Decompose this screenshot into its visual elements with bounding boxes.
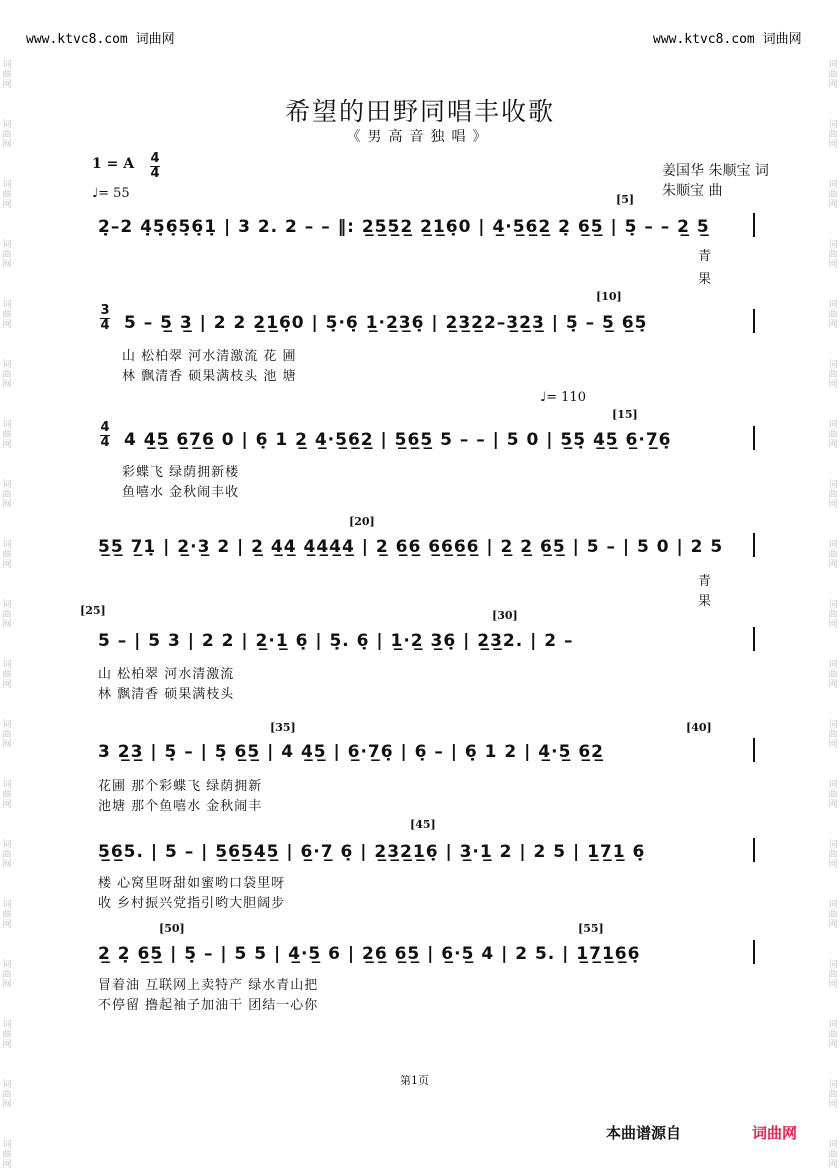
watermark-char: 网 bbox=[2, 380, 12, 390]
watermark-char: 曲 bbox=[828, 250, 838, 260]
lyrics-row-3b: 鱼嘻水 金秋闹丰收 bbox=[122, 485, 240, 500]
watermark-char: 词 bbox=[2, 720, 12, 730]
watermark-char: 曲 bbox=[2, 370, 12, 380]
watermark-char: 词 bbox=[2, 1080, 12, 1090]
watermark-char: 词 bbox=[828, 660, 838, 670]
time-signature-change: 4 4 bbox=[100, 420, 110, 450]
watermark-char: 词 bbox=[2, 540, 12, 550]
watermark-char: 曲 bbox=[2, 730, 12, 740]
notation-row-6: 3 2̲3̲ | 5̣ – | 5̣ 6̲5̲ | 4 4̲5̲ | 6̲·7̲6̣ | 6̣ – | 6̣ 1 2 | 4̲·5̲ 6̲2̲ bbox=[98, 742, 604, 762]
watermark-char: 词 bbox=[828, 420, 838, 430]
watermark-char: 曲 bbox=[828, 730, 838, 740]
watermark-char: 词 bbox=[2, 360, 12, 370]
side-watermark-right bbox=[826, 0, 840, 1169]
measure-marker: [5] bbox=[616, 193, 635, 206]
watermark-char: 网 bbox=[828, 380, 838, 390]
measure-marker: [40] bbox=[686, 721, 712, 734]
watermark-char: 网 bbox=[2, 320, 12, 330]
watermark-char: 词 bbox=[2, 900, 12, 910]
watermark-char: 曲 bbox=[828, 430, 838, 440]
watermark-char: 词 bbox=[828, 300, 838, 310]
lyricist: 姜国华 朱顺宝 词 bbox=[662, 163, 769, 179]
watermark-char: 网 bbox=[828, 740, 838, 750]
watermark-char: 曲 bbox=[828, 910, 838, 920]
watermark-char: 网 bbox=[2, 920, 12, 930]
watermark-char: 曲 bbox=[2, 70, 12, 80]
watermark-char: 曲 bbox=[2, 310, 12, 320]
watermark-char: 曲 bbox=[2, 670, 12, 680]
note-icon: ♩ bbox=[540, 390, 547, 405]
measure-marker: [35] bbox=[270, 721, 296, 734]
watermark-char: 曲 bbox=[2, 190, 12, 200]
watermark-char: 曲 bbox=[828, 70, 838, 80]
watermark-char: 词 bbox=[828, 120, 838, 130]
watermark-char: 网 bbox=[828, 860, 838, 870]
watermark-char: 词 bbox=[828, 240, 838, 250]
watermark-char: 网 bbox=[2, 740, 12, 750]
watermark-char: 词 bbox=[828, 480, 838, 490]
watermark-char: 曲 bbox=[828, 370, 838, 380]
watermark-char: 词 bbox=[828, 1140, 838, 1150]
tempo-marking-2: ♩= 110 bbox=[540, 390, 586, 405]
watermark-char: 网 bbox=[828, 80, 838, 90]
watermark-char: 网 bbox=[2, 620, 12, 630]
notation-row-3: 4 4̲5̲ 6̲7̲6̲ 0 | 6̣ 1 2̲ 4̲·5̲6̲2̲ | 5̲6̲5̲ 5 – – | 5 0 | 5̲5̣ 4̲5̲ 6̲·7̲6̣ bbox=[124, 430, 672, 450]
lyrics-row-4a: 青 bbox=[698, 574, 713, 589]
watermark-char: 词 bbox=[828, 780, 838, 790]
bar-line bbox=[753, 533, 755, 557]
bar-line bbox=[753, 838, 755, 862]
watermark-char: 词 bbox=[828, 180, 838, 190]
measure-marker: [25] bbox=[80, 604, 106, 617]
bar-line bbox=[753, 627, 755, 651]
watermark-char: 曲 bbox=[828, 310, 838, 320]
watermark-char: 网 bbox=[828, 800, 838, 810]
watermark-char: 词 bbox=[2, 240, 12, 250]
watermark-char: 网 bbox=[2, 1040, 12, 1050]
lyrics-row-6a: 花圃 那个彩蝶飞 绿荫拥新 bbox=[98, 779, 263, 794]
watermark-char: 网 bbox=[828, 560, 838, 570]
lyrics-row-1a: 青 bbox=[698, 249, 713, 264]
watermark-char: 词 bbox=[828, 600, 838, 610]
watermark-char: 网 bbox=[828, 260, 838, 270]
watermark-char: 网 bbox=[2, 980, 12, 990]
song-title: 希望的田野同唱丰收歌 bbox=[284, 97, 555, 126]
watermark-char: 曲 bbox=[2, 430, 12, 440]
watermark-char: 网 bbox=[828, 1160, 838, 1169]
lyrics-row-7a: 楼 心窝里呀甜如蜜哟口袋里呀 bbox=[98, 876, 286, 891]
watermark-char: 曲 bbox=[2, 1090, 12, 1100]
watermark-char: 网 bbox=[828, 500, 838, 510]
source-label: 本曲谱源自 bbox=[606, 1124, 682, 1142]
measure-marker: [15] bbox=[612, 408, 638, 421]
lyrics-row-6b: 池塘 那个鱼嘻水 金秋闹丰 bbox=[98, 799, 263, 814]
watermark-char: 曲 bbox=[828, 610, 838, 620]
watermark-char: 词 bbox=[2, 180, 12, 190]
watermark-char: 网 bbox=[2, 1100, 12, 1110]
watermark-char: 曲 bbox=[2, 970, 12, 980]
watermark-char: 曲 bbox=[2, 610, 12, 620]
watermark-char: 网 bbox=[828, 620, 838, 630]
brand-logo: 词曲网 bbox=[752, 1124, 798, 1142]
watermark-char: 曲 bbox=[2, 250, 12, 260]
watermark-char: 曲 bbox=[828, 1030, 838, 1040]
watermark-char: 词 bbox=[2, 960, 12, 970]
header-site-right: www.ktvc8.com 词曲网 bbox=[653, 32, 802, 47]
bar-line bbox=[753, 738, 755, 762]
watermark-char: 词 bbox=[2, 840, 12, 850]
watermark-char: 网 bbox=[828, 1100, 838, 1110]
watermark-char: 曲 bbox=[828, 970, 838, 980]
watermark-char: 曲 bbox=[2, 1150, 12, 1160]
lyrics-row-5b: 林 飘清香 硕果满枝头 bbox=[98, 687, 235, 702]
notation-row-7: 5̲6̲5. | 5 – | 5̲6̲5̲4̲5̲ | 6̲·7̲ 6̣ | 2̲3̲2̲1̲6̣ | 3̲·1̲ 2 | 2 5 | 1̲7̲1̲ 6̣ bbox=[98, 842, 646, 862]
watermark-char: 词 bbox=[828, 540, 838, 550]
watermark-char: 网 bbox=[828, 140, 838, 150]
lyrics-row-1b: 果 bbox=[698, 272, 713, 287]
notation-row-5: 5 – | 5 3 | 2 2 | 2̲·1̲ 6̣ | 5̣. 6̣ | 1̲·2̲ 3̲6̣ | 2̲3̲2. | 2 – bbox=[98, 631, 574, 651]
bar-line bbox=[753, 309, 755, 333]
bar-line bbox=[753, 426, 755, 450]
watermark-char: 词 bbox=[2, 420, 12, 430]
watermark-char: 曲 bbox=[2, 490, 12, 500]
watermark-char: 曲 bbox=[2, 1030, 12, 1040]
watermark-char: 网 bbox=[828, 1040, 838, 1050]
notation-row-2: 5 – 5̲ 3̲ | 2 2 2̲1̲6̣0 | 5̣·6̣ 1̲·2̲3̲6̣ | 2̲3̲2̲2–3̲2̲3̲ | 5̣ – 5̲ 6̲5̣ bbox=[124, 313, 648, 333]
lyrics-row-3a: 彩蝶飞 绿荫拥新楼 bbox=[122, 465, 240, 480]
watermark-char: 网 bbox=[2, 680, 12, 690]
watermark-char: 词 bbox=[2, 60, 12, 70]
watermark-char: 网 bbox=[828, 920, 838, 930]
bar-line bbox=[753, 213, 755, 237]
notation-row-8: 2̲ 2̣ 6̲5̲ | 5̣ – | 5 5 | 4̲·5̲ 6 | 2̲6̲ 6̲5̲ | 6̲·5̲ 4 | 2 5. | 1̲7̲1̲6̲6̣ bbox=[98, 944, 641, 964]
lyrics-row-2b: 林 飘清香 硕果满枝头 池 塘 bbox=[122, 369, 297, 384]
watermark-char: 词 bbox=[2, 1140, 12, 1150]
lyrics-row-7b: 收 乡村振兴党指引哟大胆阔步 bbox=[98, 896, 286, 911]
note-icon: ♩ bbox=[92, 186, 99, 201]
measure-marker: [45] bbox=[410, 818, 436, 831]
watermark-char: 词 bbox=[828, 1020, 838, 1030]
watermark-char: 曲 bbox=[828, 670, 838, 680]
measure-marker: [50] bbox=[159, 922, 185, 935]
watermark-char: 曲 bbox=[828, 130, 838, 140]
lyrics-row-8b: 不停留 撸起袖子加油干 团结一心你 bbox=[98, 998, 319, 1013]
watermark-char: 词 bbox=[828, 840, 838, 850]
watermark-char: 曲 bbox=[828, 1150, 838, 1160]
lyrics-row-2a: 山 松柏翠 河水清激流 花 圃 bbox=[122, 349, 297, 364]
watermark-char: 网 bbox=[2, 560, 12, 570]
measure-marker: [30] bbox=[492, 609, 518, 622]
watermark-char: 网 bbox=[2, 500, 12, 510]
bar-line bbox=[753, 940, 755, 964]
watermark-char: 网 bbox=[2, 80, 12, 90]
lyrics-row-8a: 冒着油 互联网上卖特产 绿水青山把 bbox=[98, 978, 319, 993]
watermark-char: 曲 bbox=[2, 130, 12, 140]
watermark-char: 曲 bbox=[2, 910, 12, 920]
watermark-char: 网 bbox=[2, 440, 12, 450]
measure-marker: [55] bbox=[578, 922, 604, 935]
watermark-char: 网 bbox=[2, 1160, 12, 1169]
watermark-char: 网 bbox=[2, 200, 12, 210]
watermark-char: 曲 bbox=[828, 790, 838, 800]
watermark-char: 词 bbox=[2, 300, 12, 310]
time-signature: 4 4 bbox=[150, 151, 160, 181]
watermark-char: 曲 bbox=[828, 1090, 838, 1100]
watermark-char: 网 bbox=[2, 260, 12, 270]
tempo-marking-1: ♩= 55 bbox=[92, 186, 130, 201]
watermark-char: 网 bbox=[828, 320, 838, 330]
watermark-char: 曲 bbox=[828, 850, 838, 860]
composer: 朱顺宝 曲 bbox=[662, 183, 723, 199]
watermark-char: 词 bbox=[2, 780, 12, 790]
watermark-char: 词 bbox=[828, 900, 838, 910]
time-signature-change: 3 4 bbox=[100, 303, 110, 333]
watermark-char: 网 bbox=[2, 860, 12, 870]
watermark-char: 词 bbox=[2, 120, 12, 130]
watermark-char: 词 bbox=[2, 1020, 12, 1030]
watermark-char: 曲 bbox=[828, 190, 838, 200]
measure-marker: [10] bbox=[596, 290, 622, 303]
watermark-char: 词 bbox=[2, 480, 12, 490]
watermark-char: 曲 bbox=[2, 550, 12, 560]
header-site-left: www.ktvc8.com 词曲网 bbox=[26, 32, 175, 47]
watermark-char: 词 bbox=[828, 960, 838, 970]
watermark-char: 词 bbox=[828, 60, 838, 70]
watermark-char: 词 bbox=[828, 1080, 838, 1090]
watermark-char: 曲 bbox=[2, 850, 12, 860]
watermark-char: 网 bbox=[828, 680, 838, 690]
notation-row-1: 2̣–2 4̣5̣6̣5̣6̣1̣ | 3 2. 2 – – ‖: 2̲5̲5̲2̲ 2̲1̲6̣0 | 4̲·5̲6̲2̲ 2̣ 6̲5̲ | 5̣ – – 2̲ 5̲ bbox=[98, 217, 710, 237]
watermark-char: 曲 bbox=[2, 790, 12, 800]
watermark-char: 网 bbox=[2, 140, 12, 150]
lyrics-row-4b: 果 bbox=[698, 594, 713, 609]
watermark-char: 词 bbox=[828, 360, 838, 370]
watermark-char: 曲 bbox=[828, 490, 838, 500]
page-number: 第1页 bbox=[400, 1074, 429, 1087]
watermark-char: 网 bbox=[828, 200, 838, 210]
watermark-char: 词 bbox=[2, 660, 12, 670]
watermark-char: 词 bbox=[2, 600, 12, 610]
side-watermark-left bbox=[0, 0, 14, 1169]
song-subtitle: 《男高音独唱》 bbox=[346, 129, 494, 145]
measure-marker: [20] bbox=[349, 515, 375, 528]
watermark-char: 曲 bbox=[828, 550, 838, 560]
notation-row-4: 5̲5̲ 7̲1̣ | 2̲·3̲ 2 | 2̲ 4̲4̲ 4̲4̲4̲4̲ | 2̲ 6̲6̲ 6̲6̲6̲6̲ | 2̲ 2̲ 6̲5̲ | 5 – | 5 0 | 2 5 bbox=[98, 537, 724, 557]
watermark-char: 网 bbox=[2, 800, 12, 810]
watermark-char: 网 bbox=[828, 440, 838, 450]
watermark-char: 词 bbox=[828, 720, 838, 730]
watermark-char: 网 bbox=[828, 980, 838, 990]
key-signature: 1 = A bbox=[92, 156, 135, 172]
lyrics-row-5a: 山 松柏翠 河水清激流 bbox=[98, 667, 235, 682]
